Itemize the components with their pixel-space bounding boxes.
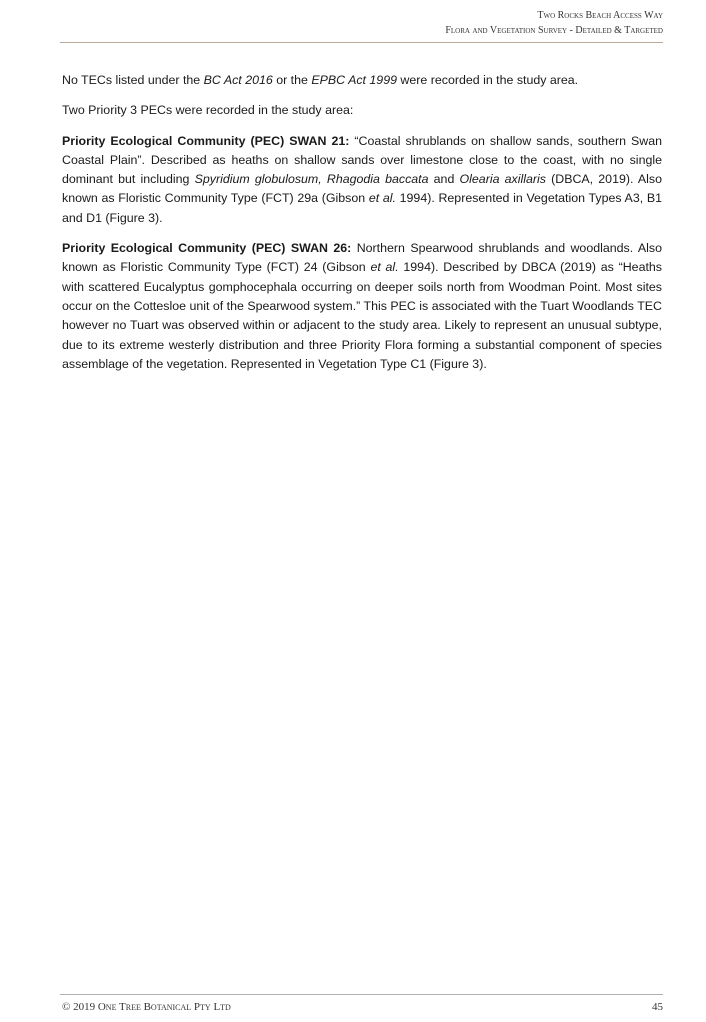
header-divider: [60, 42, 663, 43]
pec-swan-26-heading: Priority Ecological Community (PEC) SWAN 26:: [62, 241, 352, 256]
header-document-subtitle: Flora and Vegetation Survey - Detailed & Targeted: [445, 25, 663, 36]
footer-divider: [60, 994, 663, 995]
header-document-title: Two Rocks Beach Access Way: [537, 10, 663, 21]
footer-copyright: © 2019 One Tree Botanical Pty Ltd: [62, 1001, 231, 1013]
paragraph-pec-swan-26: Priority Ecological Community (PEC) SWAN 26: Northern Spearwood shrublands and woodlands. Also known as Floristic Community Type (FCT) 24 (Gibson et al. 1994). Described by DBCA (2019) as “Heaths with scattered Eucalyptus gomphocephala occurring on deeper soils north from Woodman Point. Most sites occur on the Cottesloe unit of the Spearwood system.” This PEC is associated with the Tuart Woodlands TEC however no Tuart was observed within or adjacent to the study area. Likely to represent an unusual subtype, due to its extreme westerly distribution and three Priority Flora forming a substantial component of species assemblage of the vegetation. Represented in Vegetation Type C1 (Figure 3).: [62, 241, 662, 371]
paragraph-pec-swan-21: Priority Ecological Community (PEC) SWAN 21: “Coastal shrublands on shallow sands, southern Swan Coastal Plain”. Described as heaths on shallow sands over limestone close to the coast, with no single dominant but including Spyridium globulosum, Rhagodia baccata and Olearia axillaris (DBCA, 2019). Also known as Floristic Community Type (FCT) 29a (Gibson et al. 1994). Represented in Vegetation Types A3, B1 and D1 (Figure 3).: [62, 133, 663, 225]
paragraph-tec-statement: No TECs listed under the BC Act 2016 or the EPBC Act 1999 were recorded in the study area.: [62, 73, 579, 87]
document-body: [62, 71, 662, 385]
page-header: [445, 8, 663, 38]
paragraph-pec-intro: Two Priority 3 PECs were recorded in the study area:: [62, 103, 354, 118]
page-number: 45: [652, 1001, 663, 1013]
pec-swan-21-heading: Priority Ecological Community (PEC) SWAN 21:: [62, 133, 350, 148]
